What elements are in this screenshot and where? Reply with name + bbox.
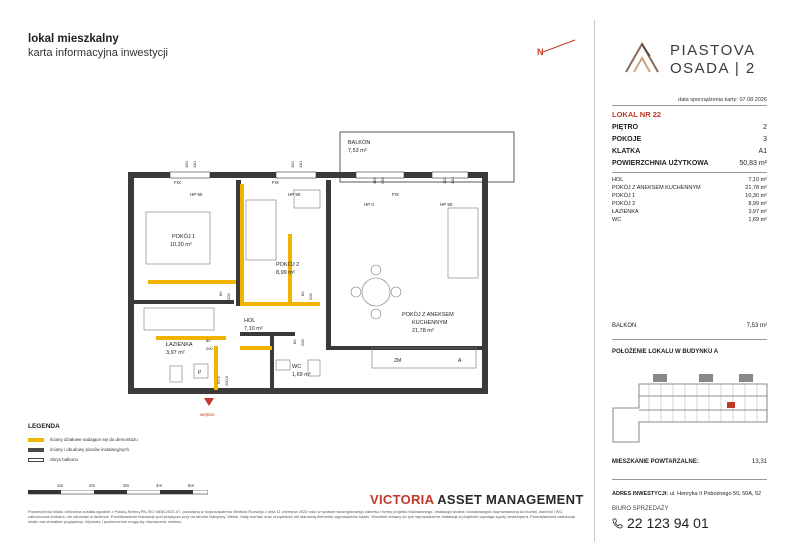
svg-text:N: N	[537, 47, 544, 57]
bathtub	[144, 308, 214, 330]
sales-office-label: BIURO SPRZEDAŻY	[612, 506, 669, 512]
building-position-title: POŁOŻENIE LOKALU W BUDYNKU A	[612, 349, 719, 355]
svg-text:HP 0: HP 0	[364, 202, 374, 207]
svg-text:110: 110	[442, 177, 447, 184]
svg-text:POKÓJ 1: POKÓJ 1	[172, 234, 196, 240]
spec-row: POKOJE 3	[612, 136, 767, 143]
svg-text:WC: WC	[292, 364, 302, 370]
sofa	[448, 208, 478, 278]
logo-mark-icon	[622, 38, 662, 78]
svg-text:A: A	[458, 358, 462, 364]
rule	[612, 105, 767, 106]
sink-wc	[276, 360, 290, 370]
svg-text:160: 160	[184, 161, 189, 168]
room-row: ŁAZIENKA 3,97 m²	[612, 209, 767, 215]
svg-text:140: 140	[192, 161, 197, 168]
room-row: POKÓJ 1 10,30 m²	[612, 193, 767, 199]
phone-icon	[612, 518, 623, 529]
legend-swatch-demount	[28, 438, 44, 442]
room-row: POKÓJ 2 8,99 m²	[612, 201, 767, 207]
room-row: POKÓJ Z ANEKSEM KUCHENNYM 21,78 m²	[612, 185, 767, 191]
svg-text:160: 160	[290, 161, 295, 168]
legend-item: obrys balkonu	[28, 457, 78, 462]
svg-text:ŁAZIENKA: ŁAZIENKA	[166, 342, 193, 348]
svg-text:230: 230	[380, 177, 385, 184]
svg-text:7,10 m²: 7,10 m²	[244, 326, 263, 332]
legend-item: ściany działowe nadające się do demontażu	[28, 437, 138, 442]
svg-text:200: 200	[300, 339, 305, 346]
spec-row: KLATKA A1	[612, 148, 767, 155]
svg-text:HP 90: HP 90	[288, 192, 301, 197]
svg-text:92,6: 92,6	[216, 376, 221, 384]
svg-text:POKÓJ 2: POKÓJ 2	[276, 262, 300, 268]
developer-brand: VICTORIA ASSET MANAGEMENT	[370, 492, 584, 507]
lokal-number: LOKAL NR 22	[612, 110, 662, 119]
building-position-map	[609, 362, 771, 452]
svg-text:POKÓJ Z ANEKSEM: POKÓJ Z ANEKSEM	[402, 312, 454, 318]
scale-bar: 1m 2m 3m 4m 5m	[28, 483, 208, 497]
rule	[612, 339, 767, 340]
legend-swatch-balcony	[28, 458, 44, 462]
logo-line-2: OSADA | 2	[670, 60, 756, 77]
svg-text:HP 90: HP 90	[190, 192, 203, 197]
svg-text:80: 80	[292, 339, 297, 344]
page-title: lokal mieszkalny	[28, 33, 119, 45]
svg-text:HP 90: HP 90	[440, 202, 453, 207]
svg-text:200,6: 200,6	[224, 375, 229, 386]
svg-text:FIX: FIX	[272, 180, 280, 185]
apartment-highlight	[727, 402, 735, 408]
page-subtitle: karta informacyjna inwestycji	[28, 47, 168, 59]
spec-row: PIĘTRO 2	[612, 124, 767, 131]
disclaimer: Powierzchnia lokalu obliczona została zgodnie z Polską Normą PN-ISO 9836:2022-07, powołaną w rozporządzeniu Ministra Rozwoju z dnia 11 września 2020 roku w sprawie szczegółowego zakresu i formy projektu budowlanego. Instalacja wodna i kanalizacyjna doprowadzona do kuchni, łazienki i WC, zakończona korkami, nie zdrowaw w łazience. Przedstawione instalacje pod przyłącza przy na stronie Nabywcy. Meble, biały montaż oraz urządzenia nie stanowią elementu wyposażenia lokalu. Wszelkie zmiany (w tym wprowadzenie instalacji w projekcie wymaga zgody dewelopera. Przedstawiona aranżacja lokalu ma charakter poglądowy. Wymiary i powierzchnie mogą się nieznacznie zmienić.	[28, 509, 575, 524]
svg-text:160: 160	[372, 177, 377, 184]
svg-text:10,30 m²: 10,30 m²	[170, 242, 192, 248]
svg-text:80: 80	[218, 291, 223, 296]
legend-item: ściany i obudowy pionów instalacyjnych	[28, 447, 129, 452]
room-row: WC 1,69 m²	[612, 217, 767, 223]
rule	[612, 172, 767, 173]
svg-text:80: 80	[206, 338, 211, 343]
svg-text:3,97 m²: 3,97 m²	[166, 350, 185, 356]
svg-text:ZM: ZM	[394, 358, 402, 364]
address: ADRES INWESTYCJI: ul. Henryka II Pobożnego 50, 50A, 52	[612, 491, 762, 497]
north-arrow-icon	[535, 38, 579, 58]
floor-plan	[100, 120, 520, 430]
svg-text:200: 200	[226, 293, 231, 300]
rule	[612, 479, 767, 480]
logo-line-1: PIASTOVA	[670, 42, 756, 59]
dining-table	[362, 278, 390, 306]
svg-text:140: 140	[298, 161, 303, 168]
toilet-bathroom	[170, 366, 182, 382]
svg-text:KUCHENNYM: KUCHENNYM	[412, 320, 448, 326]
column-divider	[594, 20, 595, 542]
svg-text:FIX: FIX	[174, 180, 182, 185]
balkon-row: BALKON 7,53 m²	[612, 323, 767, 329]
svg-text:FIX: FIX	[392, 192, 400, 197]
svg-text:21,78 m²: 21,78 m²	[412, 328, 434, 334]
svg-text:BALKON: BALKON	[348, 140, 371, 146]
legend-title: LEGENDA	[28, 423, 60, 430]
svg-text:P: P	[198, 370, 202, 376]
svg-text:1,69 m²: 1,69 m²	[292, 372, 311, 378]
entrance-arrow-icon	[204, 398, 214, 406]
bed-2	[246, 200, 276, 260]
svg-text:200: 200	[308, 293, 313, 300]
svg-text:200: 200	[206, 346, 213, 351]
spec-row: POWIERZCHNIA UŻYTKOWA 50,83 m²	[612, 160, 767, 167]
phone-number: 22 123 94 01	[627, 515, 709, 531]
room-row: HOL 7,10 m²	[612, 177, 767, 183]
svg-text:80: 80	[300, 291, 305, 296]
repeat-apartment-row: MIESZKANIE POWTARZALNE: 13,31	[612, 459, 767, 465]
svg-text:7,53 m²: 7,53 m²	[348, 148, 367, 154]
sheet-date: data sporządzenia karty: 07.08.2026	[678, 97, 767, 103]
svg-text:140: 140	[450, 177, 455, 184]
svg-text:HOL: HOL	[244, 318, 256, 324]
brand-logo	[622, 38, 772, 86]
phone[interactable]	[612, 515, 709, 531]
svg-text:8,99 m²: 8,99 m²	[276, 270, 295, 276]
svg-text:wejście: wejście	[200, 412, 215, 417]
legend-swatch-walls	[28, 448, 44, 452]
